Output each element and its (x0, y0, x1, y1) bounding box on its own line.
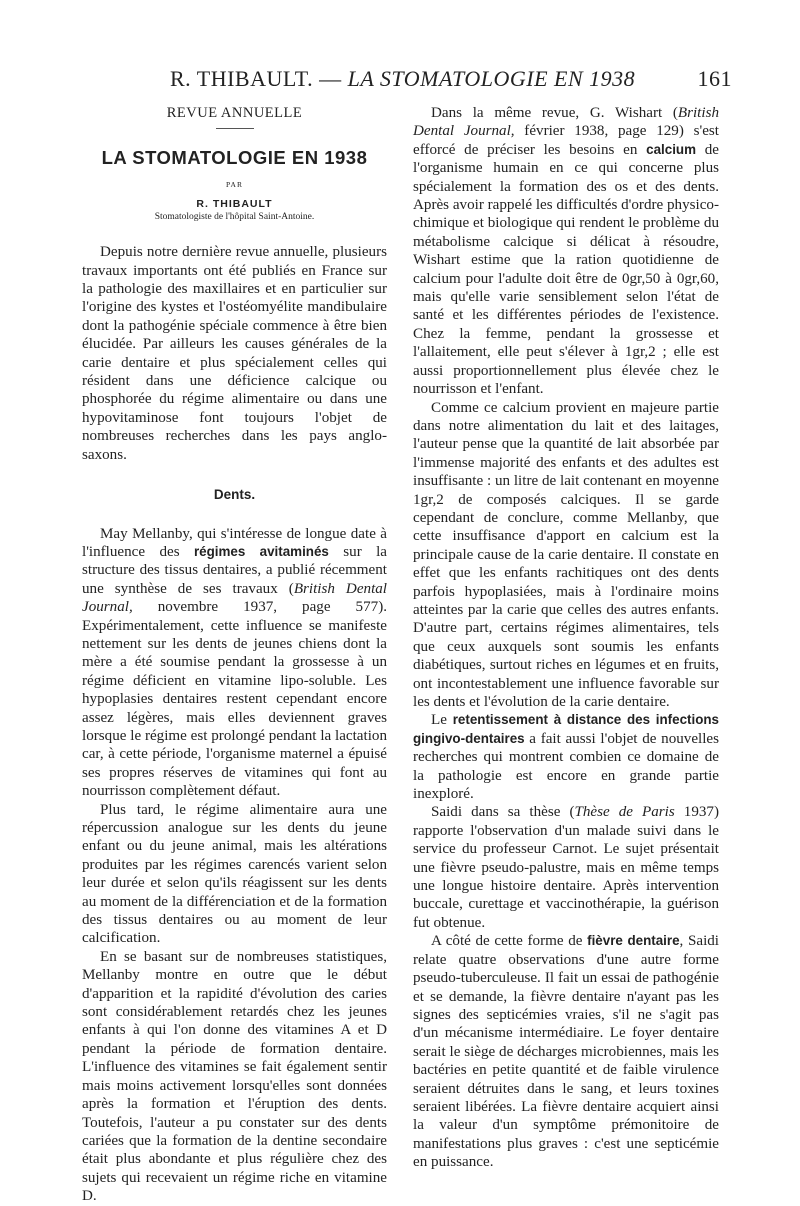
citation: British Dental Journal, (413, 105, 719, 140)
section-title: Dents. (213, 487, 256, 503)
bold-term: retentissement à distance des infections gingivo-dentaires (413, 712, 719, 746)
bold-term: régimes avitaminés (193, 543, 329, 559)
left-column (82, 104, 387, 1206)
paragraph: Dans la même revue, G. Wishart (British Dental Journal, février 1938, page 129) s'est efforcé de préciser les besoins en calcium de l'organisme humain en ce qui concerne plus spécialement la formation des os et des dents. Après avoir rappelé les difficultés d'ordre physico-chimique et biologique qui rendent le problème du métabolisme calcique si délicat à résoudre, Wishart estime que la ration quotidienne de calcium pour l'adulte doit être de 0gr,50 à 0gr,60, mais qu'elle varie sensiblement selon l'état de santé et les différentes périodes de l'existence. Chez la femme, pendant la grossesse et l'allaitement, elle peut s'élever à 1gr,2 ; elle est aussi proportionnellement plus élevée chez le nourrisson et l'enfant. (413, 105, 719, 398)
page-number: 161 (697, 66, 732, 91)
title-rule (216, 128, 254, 129)
article-title: LA STOMATOLOGIE EN 1938 (101, 147, 368, 169)
paragraph: En se basant sur de nombreuses statistiques, Mellanby montre en outre que le début d'apparition et la rapidité d'évolution des caries sont considérablement retardés chez les jeunes enfants à qui l'on donne des vitamines A et D pendant la période de formation dentaire. L'influence des vitamines se fait également sentir mais moins activement lorsqu'elles sont données après la formation et l'éruption des dents. Toutefois, l'auteur a pu constater sur des dents cariées que la formation de la dentine secondaire était plus abondante et plus régulière chez des sujets qui recevaient un régime riche en vitamine D. (82, 948, 387, 1205)
bold-term: calcium (646, 141, 697, 157)
paragraph: May Mellanby, qui s'intéresse de longue date à l'influence des régimes avitaminés sur la structure des tissus dentaires, a publié récemment une synthèse de ses travaux (British Dental Journal, novembre 1937, page 577). Expérimentalement, cette influence se manifeste nettement sur les dents de jeunes chiens dont la mère a été soumise pendant la grossesse à un régime déficient en vitamine lipo-soluble. Les hypoplasies dentaires restent cependant encore assez légères, mais elles deviennent graves lorsque le régime est prolongé pendant la lactation car, à cette période, l'organisme maternel a épuisé ses propres réserves de vitamines qui font au nourrisson complètement défaut. (82, 525, 388, 800)
article-author: R. THIBAULT (196, 198, 273, 211)
running-title (170, 66, 635, 92)
paragraph: Comme ce calcium provient en majeure partie dans notre alimentation du lait et des laitages, l'auteur pense que la quantité de lait absorbée par l'immense majorité des enfants et des adultes est insuffisante : un litre de lait contenant en moyenne 1gr,2 de composés calciques. Il se garde cependant de conclure, comme Mellanby, que cette insuffisance d'apport en calcium est la principale cause de la carie dentaire. Il constate en effet que les enfants rachitiques ont des dents parfois hypoplasiées, mais à l'ordinaire moins atteintes par la carie que celles des autres enfants. D'autre part, certains régimes alimentaires, tels que ceux auxquels sont soumis les enfants diabétiques, surtout riches en légumes et en fruits, ont incontestablement une influence favorable sur les dents et l'évolution de la carie dentaire. (413, 399, 719, 710)
paragraph: Saidi dans sa thèse (Thèse de Paris 1937) rapporte l'observation d'un malade suivi dans le service du professeur Carnot. Le sujet présentait une fièvre pseudo-palustre, mais en même temps une longue histoire dentaire. Après intervention buccale, curettage et vaccinothérapie, la guérison fut obtenue. (413, 804, 720, 931)
citation: Thèse de Paris (574, 804, 675, 821)
paragraph: Plus tard, le régime alimentaire aura une répercussion analogue sur les dents du jeune enfant ou du jeune animal, mais les altérations produites par les régimes carencés varient selon leur durée et selon qu'ils réagissent sur les dents au moment de la différenciation et de la formation des tissus dentaires ou au moment de leur calcification. (82, 801, 387, 947)
author-affiliation: Stomatologiste de l'hôpital Saint-Antoine. (154, 212, 315, 223)
rubric: REVUE ANNUELLE (166, 105, 303, 121)
running-journal-title: LA STOMATOLOGIE EN 1938 (347, 66, 636, 91)
intro-paragraph: Depuis notre dernière revue annuelle, plusieurs travaux importants ont été publiés en France sur la pathologie des maxillaires et en particulier sur l'origine des kystes et l'ostéomyélite mandibulaire dont la pathogénie spéciale commence à être bien élucidée. Par ailleurs les causes générales de la carie dentaire et plus spécialement celles qui résident dans une déficience calcique ou phosphorée du régime alimentaire ou dans une hypovitaminose font toujours l'objet de nombreuses recherches dans les pays anglo-saxons. (82, 244, 387, 463)
bold-term: fièvre dentaire (587, 933, 680, 949)
right-column (413, 104, 719, 1172)
citation: British Dental Journal, (82, 580, 387, 616)
running-author: R. THIBAULT. (170, 66, 314, 91)
running-head (170, 66, 732, 92)
paragraph: Le retentissement à distance des infections gingivo-dentaires a fait aussi l'objet de nouvelles recherches qui montrent combien ce domaine de la pathologie est encore en grande partie inexploré. (413, 712, 719, 803)
by-line-par: PAR (226, 179, 243, 189)
running-dash: — (319, 66, 342, 91)
paragraph: A côté de cette forme de fièvre dentaire, Saidi relate quatre observations d'une autre forme pseudo-tuberculeuse. Il fait un essai de pathogénie et se demande, la fièvre dentaire n'ayant pas les signes des septicémies vraies, s'il ne s'agit pas d'un mécanisme intermédiaire. Le foyer dentaire serait le siège de décharges microbiennes, mais les bactéries en petite quantité et de faible virulence seraient détruites dans le sang, et leurs toxines seraient libérées. La fièvre dentaire acquiert ainsi la valeur d'un symptôme prémonitoire de manifestations plus graves : c'est une septicémie en puissance. (413, 933, 719, 1171)
